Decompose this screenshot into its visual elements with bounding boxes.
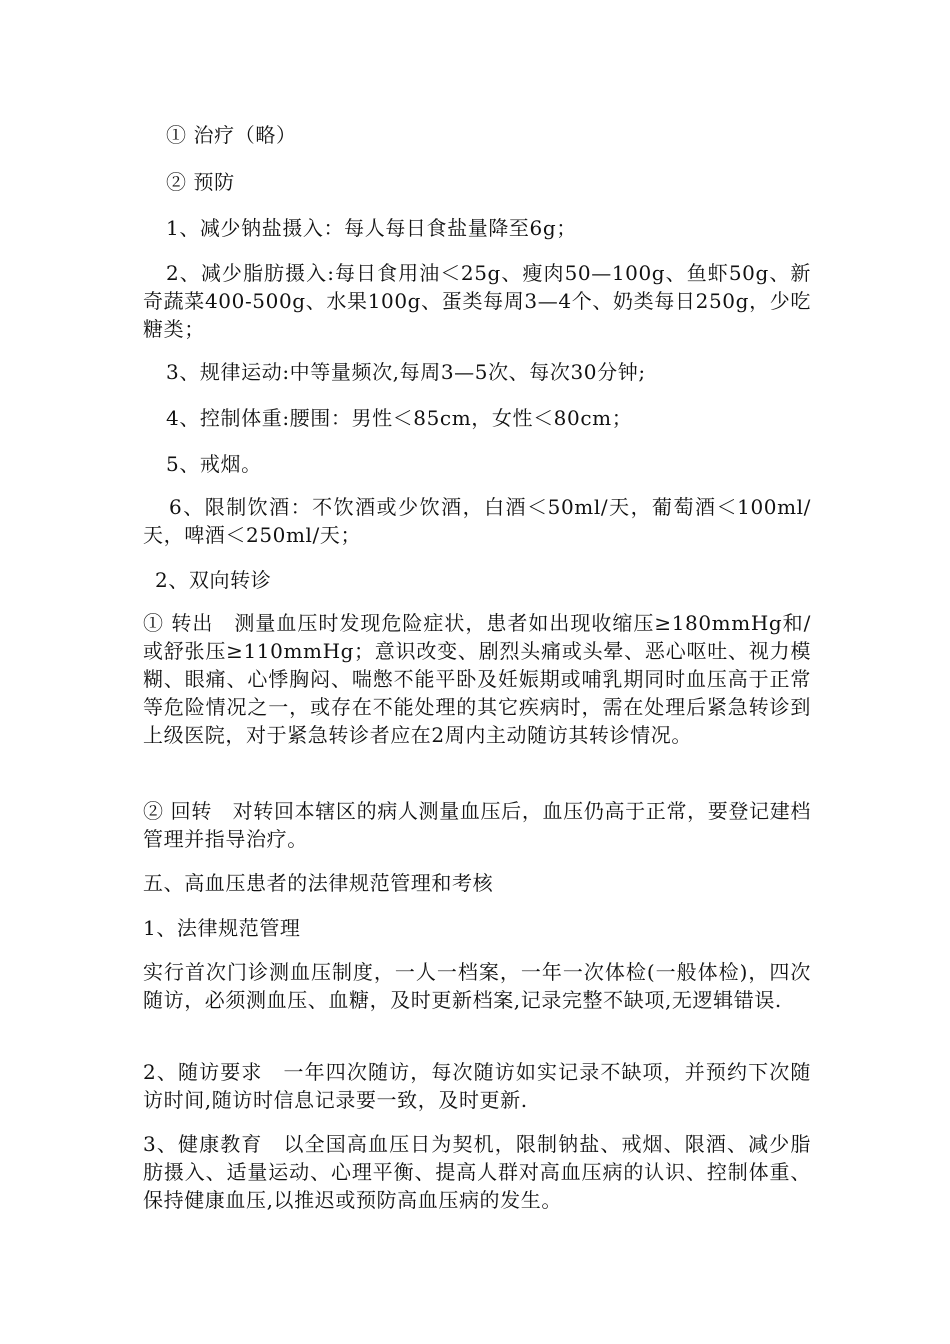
prevention-salt: 1、减少钠盐摄入：每人每日食盐量降至6g； xyxy=(166,216,577,240)
prevention-alcohol: 6、限制饮酒：不饮酒或少饮酒，白酒＜50ml/天，葡萄酒＜100ml/天，啤酒＜250ml/天； xyxy=(143,495,811,547)
health-education: 3、健康教育 以全国高血压日为契机，限制钠盐、戒烟、限酒、减少脂肪摄入、适量运动、心理平衡、提高人群对高血压病的认识、控制体重、保持健康血压,以推迟或预防高血压病的发生。 xyxy=(143,1132,811,1212)
prevention-smoking: 5、戒烟。 xyxy=(166,452,262,476)
prevention-exercise: 3、规律运动:中等量频次,每周3—5次、每次30分钟; xyxy=(166,360,646,384)
referral-heading: 2、双向转诊 xyxy=(155,568,272,592)
section-five-heading: 五、高血压患者的法律规范管理和考核 xyxy=(143,871,494,895)
prevention-weight: 4、控制体重:腰围：男性＜85cm，女性＜80cm； xyxy=(166,406,633,430)
prevention-fat: 2、减少脂肪摄入:每日食用油＜25g、瘦肉50—100g、鱼虾50g、新奇蔬菜400-500g、水果100g、蛋类每周3—4个、奶类每日250g，少吃糖类； xyxy=(143,261,811,341)
follow-up-requirements: 2、随访要求 一年四次随访，每次随访如实记录不缺项，并预约下次随访时间,随访时信息记录要一致，及时更新. xyxy=(143,1060,811,1112)
legal-management-heading: 1、法律规范管理 xyxy=(143,916,301,940)
prevention-item: ② 预防 xyxy=(166,170,235,194)
referral-back: ② 回转 对转回本辖区的病人测量血压后，血压仍高于正常，要登记建档管理并指导治疗。 xyxy=(143,799,811,851)
legal-management-text: 实行首次门诊测血压制度，一人一档案，一年一次体检(一般体检)，四次随访，必须测血压、血糖，及时更新档案,记录完整不缺项,无逻辑错误. xyxy=(143,960,811,1012)
referral-out: ① 转出 测量血压时发现危险症状，患者如出现收缩压≥180mmHg和/或舒张压≥110mmHg；意识改变、剧烈头痛或头晕、恶心呕吐、视力模糊、眼痛、心悸胸闷、喘憋不能平卧及妊娠期或哺乳期同时血压高于正常等危险情况之一，或存在不能处理的其它疾病时，需在处理后紧急转诊到上级医院，对于紧急转诊者应在2周内主动随访其转诊情况。 xyxy=(143,611,811,747)
treatment-item: ① 治疗（略） xyxy=(166,123,297,147)
